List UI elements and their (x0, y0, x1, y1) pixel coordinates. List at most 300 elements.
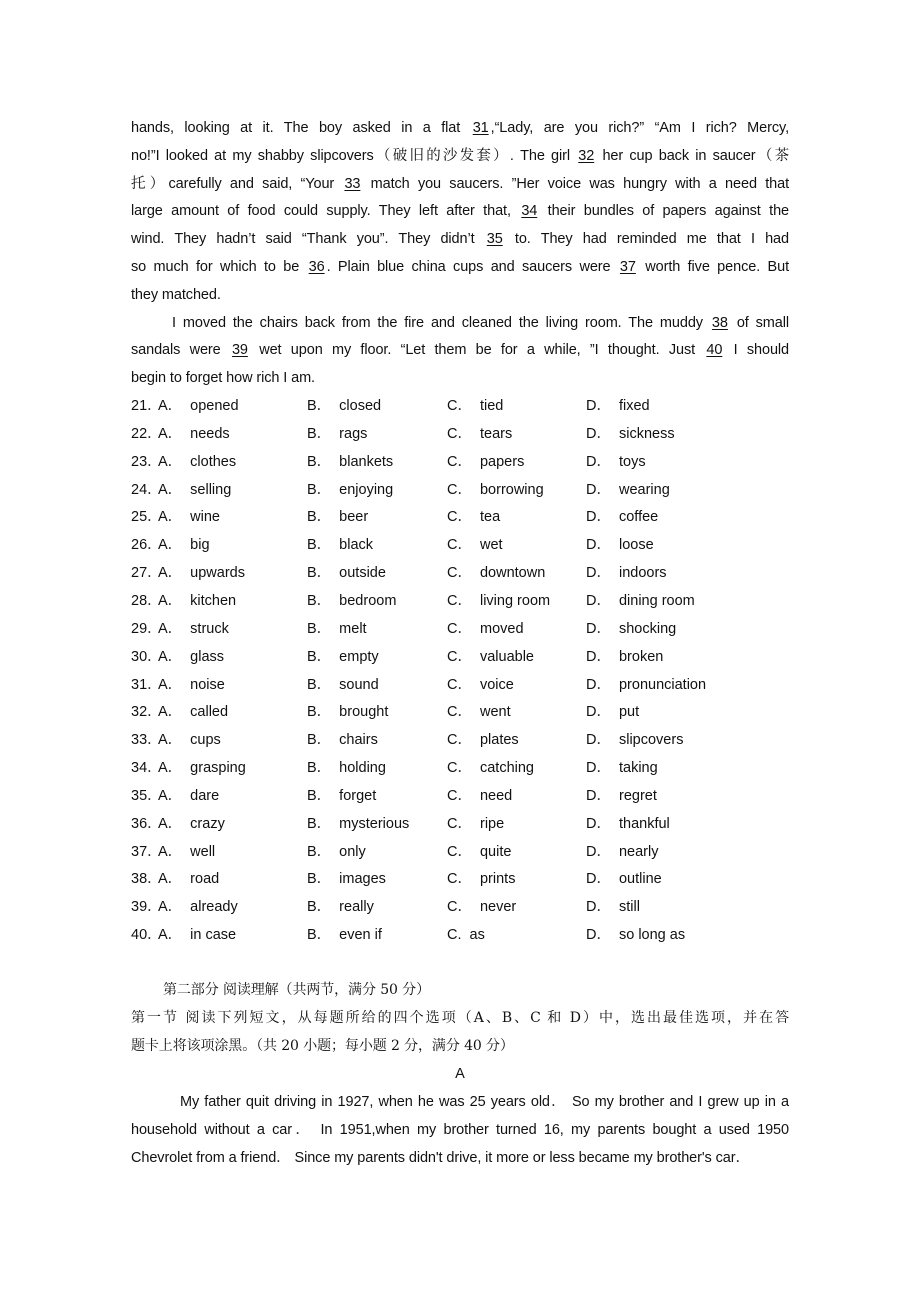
option-c (447, 786, 512, 806)
option-d (586, 702, 639, 722)
option-label: D． (586, 704, 611, 721)
option-label: A． (158, 592, 183, 609)
option-a (158, 591, 236, 611)
option-label: C． (447, 398, 472, 414)
question-number: 21． (131, 398, 162, 414)
question-row (131, 535, 789, 555)
option-label: B． (307, 676, 332, 693)
option-text: tea (479, 509, 501, 526)
option-a (158, 563, 245, 583)
option-label: A． (158, 899, 183, 916)
option-text: as (469, 927, 485, 944)
passage-text: 托）carefully and said, “Your (131, 175, 343, 192)
passage-text: worth five pence. But (637, 259, 789, 275)
option-text: needs (190, 425, 230, 442)
option-d (586, 591, 695, 611)
question-number: 40． (131, 927, 162, 944)
passage-line (131, 257, 789, 277)
question-row (131, 591, 789, 611)
option-b (307, 563, 386, 583)
option-text: loose (618, 537, 654, 554)
option-label: A． (158, 648, 183, 665)
option-text: holding (339, 760, 386, 777)
option-label: D． (586, 787, 611, 804)
question-row (131, 480, 789, 500)
passage-text: match you saucers. ”Her voice was hungry with a need that (362, 175, 789, 192)
option-text: cups (190, 732, 221, 749)
passage-text: ,“Lady, are you rich?” “Am I rich? Mercy, (490, 120, 790, 136)
option-d (586, 925, 685, 945)
question-number: 31． (131, 676, 162, 693)
question-number: 22． (131, 425, 162, 442)
option-a (158, 786, 219, 806)
option-label: A． (158, 453, 183, 470)
option-label: A． (158, 787, 183, 804)
cloze-blank: 34 (521, 203, 538, 220)
option-b (307, 786, 376, 806)
option-text: really (339, 899, 374, 916)
option-label: A． (158, 481, 183, 498)
question-row (131, 647, 789, 667)
option-b (307, 647, 379, 667)
option-text: so long as (618, 927, 686, 944)
passage-line (172, 313, 789, 333)
option-text: bedroom (339, 592, 397, 609)
option-text: already (190, 899, 238, 916)
option-text: slipcovers (618, 732, 684, 749)
option-text: mysterious (339, 815, 410, 832)
option-a (158, 702, 228, 722)
option-text: prints (479, 871, 516, 888)
question-number: 36． (131, 815, 162, 832)
option-c (447, 730, 519, 750)
option-text: glass (190, 648, 225, 665)
cloze-blank: 35 (486, 231, 503, 248)
option-a (158, 925, 236, 945)
question-row (131, 675, 789, 695)
option-c (447, 897, 516, 917)
option-label: D． (586, 871, 611, 888)
option-c (447, 424, 512, 444)
option-label: D． (586, 732, 611, 749)
option-text: grasping (190, 760, 246, 777)
option-label: B． (307, 398, 332, 414)
option-label: B． (307, 425, 332, 442)
question-row (131, 619, 789, 639)
option-b (307, 675, 379, 695)
question-row (131, 869, 789, 889)
option-b (307, 619, 367, 639)
option-text: rags (339, 425, 368, 442)
question-number: 26． (131, 537, 162, 554)
option-b (307, 480, 393, 500)
option-c (447, 507, 500, 527)
option-d (586, 897, 640, 917)
option-c (447, 842, 511, 862)
option-label: C． (447, 481, 472, 498)
option-label: C． (447, 565, 472, 582)
option-d (586, 480, 670, 500)
question-number: 27． (131, 565, 162, 582)
option-label: B． (307, 732, 332, 749)
passage-label: A (455, 1066, 465, 1082)
question-number: 39． (131, 899, 162, 916)
option-text: wine (190, 509, 220, 526)
cloze-blank: 32 (578, 147, 595, 164)
option-d (586, 619, 676, 639)
option-b (307, 452, 393, 472)
passage-line (131, 118, 789, 138)
passage-line (131, 146, 789, 166)
option-label: D． (586, 676, 611, 693)
option-text: tears (479, 425, 513, 442)
option-c (447, 758, 534, 778)
cloze-blank: 31 (472, 120, 489, 136)
question-number: 29． (131, 620, 162, 637)
question-row (131, 507, 789, 527)
cloze-blank: 37 (619, 259, 636, 275)
option-text: fixed (618, 398, 650, 414)
passage-text: wind. They hadn’t said “Thank you”. They didn’t (131, 231, 485, 248)
option-text: catching (479, 760, 534, 777)
option-text: in case (190, 927, 237, 944)
option-text: borrowing (479, 481, 544, 498)
option-text: broken (618, 648, 664, 665)
reading-passage-line-3: Chevrolet from a friend． Since my parents didn't drive, it more or less became my brother's car． (131, 1150, 750, 1166)
option-text: nearly (618, 843, 659, 860)
option-d (586, 424, 675, 444)
option-label: A． (158, 732, 183, 749)
question-number: 30． (131, 648, 162, 665)
passage-text: wet upon my floor. “Let them be for a while, ”I thought. Just (249, 342, 705, 359)
option-c (447, 591, 550, 611)
question-number: 25． (131, 509, 162, 526)
option-label: A． (158, 398, 183, 414)
option-c (447, 869, 515, 889)
passage-line (131, 285, 789, 305)
option-a (158, 814, 225, 834)
option-a (158, 842, 215, 862)
option-label: A． (158, 509, 183, 526)
option-b (307, 535, 373, 555)
option-b (307, 507, 368, 527)
passage-line (131, 340, 789, 360)
option-label: B． (307, 760, 332, 777)
cloze-blank: 39 (231, 342, 248, 359)
passage-line (131, 174, 789, 194)
option-d (586, 452, 646, 472)
option-text: brought (339, 704, 389, 721)
option-text: toys (618, 453, 646, 470)
option-text: taking (618, 760, 658, 777)
passage-text: they matched. (131, 286, 221, 303)
option-text: blankets (339, 453, 394, 470)
question-number: 28． (131, 592, 162, 609)
option-label: D． (586, 592, 611, 609)
option-text: closed (339, 398, 382, 414)
passage-text: her cup back in saucer（茶 (596, 147, 790, 164)
option-text: coffee (618, 509, 659, 526)
option-text: upwards (190, 565, 245, 582)
option-label: D． (586, 509, 611, 526)
option-c (447, 396, 503, 416)
option-label: C． (447, 509, 472, 526)
cloze-blank: 38 (711, 314, 728, 331)
passage-text: no!”I looked at my shabby slipcovers（破旧的沙发套）. The girl (131, 147, 577, 164)
option-text: quite (479, 843, 512, 860)
option-text: sound (339, 676, 379, 693)
option-text: never (479, 899, 517, 916)
option-label: B． (307, 620, 332, 637)
option-text: melt (339, 620, 367, 637)
option-label: B． (307, 648, 332, 665)
option-label: C． (447, 815, 472, 832)
passage-line (131, 368, 789, 388)
option-text: kitchen (190, 592, 237, 609)
question-row (131, 452, 789, 472)
option-d (586, 647, 663, 667)
passage-text: to. They had reminded me that I had (504, 231, 789, 248)
option-label: C． (447, 648, 472, 665)
option-label: D． (586, 425, 611, 442)
option-text: even if (339, 927, 382, 944)
option-text: thankful (618, 815, 670, 832)
question-row (131, 814, 789, 834)
reading-passage-line-1: My father quit driving in 1927, when he was 25 years old． So my brother and I grew up in a (180, 1094, 789, 1110)
option-b (307, 396, 381, 416)
option-a (158, 535, 210, 555)
option-label: C． (447, 453, 472, 470)
section-instruction-line-1: 第一节 阅读下列短文，从每题所给的四个选项（A、B、C 和 D）中，选出最佳选项，并在答 (131, 1010, 789, 1026)
option-text: shocking (618, 620, 677, 637)
option-text: dining room (618, 592, 695, 609)
question-number: 23． (131, 453, 162, 470)
option-text: beer (339, 509, 369, 526)
option-label: C． (447, 537, 472, 554)
option-label: A． (158, 927, 183, 944)
option-b (307, 758, 386, 778)
option-label: B． (307, 481, 332, 498)
option-a (158, 424, 230, 444)
question-row (131, 758, 789, 778)
option-d (586, 814, 670, 834)
passage-text: so much for which to be (131, 259, 307, 275)
option-text: chairs (339, 732, 378, 749)
option-text: dare (190, 787, 220, 804)
option-text: moved (479, 620, 524, 637)
passage-text: sandals were (131, 342, 230, 359)
option-label: C. (447, 927, 462, 944)
question-number: 34． (131, 760, 162, 777)
question-number: 38． (131, 871, 162, 888)
option-text: clothes (190, 453, 237, 470)
question-row (131, 702, 789, 722)
option-a (158, 647, 224, 667)
option-text: outline (618, 871, 662, 888)
option-text: opened (190, 398, 239, 414)
question-row (131, 563, 789, 583)
option-label: B． (307, 509, 332, 526)
option-b (307, 869, 386, 889)
question-row (131, 786, 789, 806)
option-a (158, 730, 221, 750)
option-b (307, 730, 378, 750)
option-text: empty (339, 648, 379, 665)
option-label: B． (307, 453, 332, 470)
option-a (158, 675, 225, 695)
option-label: B． (307, 787, 332, 804)
passage-line (131, 201, 789, 221)
cloze-blank: 33 (344, 175, 361, 192)
option-text: only (339, 843, 366, 860)
option-label: B． (307, 565, 332, 582)
option-text: living room (479, 592, 551, 609)
option-label: A． (158, 815, 183, 832)
question-row (131, 925, 789, 945)
option-a (158, 452, 236, 472)
question-number: 24． (131, 481, 162, 498)
option-d (586, 869, 662, 889)
option-a (158, 396, 239, 416)
option-label: A． (158, 425, 183, 442)
option-label: D． (586, 899, 611, 916)
question-number: 32． (131, 704, 162, 721)
question-number: 35． (131, 787, 162, 804)
option-text: indoors (618, 565, 667, 582)
passage-text: hands, looking at it. The boy asked in a flat (131, 120, 471, 136)
question-row (131, 842, 789, 862)
option-text: put (618, 704, 640, 721)
option-d (586, 535, 654, 555)
option-c (447, 619, 524, 639)
option-d (586, 842, 658, 862)
option-label: A． (158, 871, 183, 888)
option-label: B． (307, 815, 332, 832)
option-label: A． (158, 676, 183, 693)
option-c (447, 925, 485, 945)
option-c (447, 702, 511, 722)
option-text: sickness (618, 425, 675, 442)
option-a (158, 507, 220, 527)
option-d (586, 507, 658, 527)
passage-text: I moved the chairs back from the fire and cleaned the living room. The muddy (172, 314, 710, 331)
option-a (158, 897, 238, 917)
section-instruction-line-2: 题卡上将该项涂黑。（共 20 小题；每小题 2 分，满分 40 分） (131, 1038, 514, 1054)
option-text: crazy (190, 815, 225, 832)
option-text: downtown (479, 565, 546, 582)
option-label: B． (307, 871, 332, 888)
option-text: need (479, 787, 513, 804)
question-number: 33． (131, 732, 162, 749)
option-d (586, 786, 657, 806)
option-label: C． (447, 676, 472, 693)
option-label: D． (586, 537, 611, 554)
option-label: D． (586, 760, 611, 777)
option-a (158, 869, 219, 889)
option-label: C． (447, 899, 472, 916)
option-label: D． (586, 565, 611, 582)
option-label: C． (447, 592, 472, 609)
question-row (131, 424, 789, 444)
option-label: A． (158, 843, 183, 860)
option-d (586, 396, 650, 416)
question-number: 37． (131, 843, 162, 860)
cloze-blank: 36 (308, 259, 325, 275)
option-text: called (190, 704, 229, 721)
option-c (447, 814, 504, 834)
option-label: B． (307, 899, 332, 916)
option-text: went (479, 704, 511, 721)
option-c (447, 675, 514, 695)
option-label: C． (447, 704, 472, 721)
option-c (447, 647, 534, 667)
passage-text: of small (729, 314, 789, 331)
option-label: C． (447, 871, 472, 888)
option-label: D． (586, 815, 611, 832)
option-text: images (339, 871, 386, 888)
option-text: struck (190, 620, 229, 637)
passage-text: begin to forget how rich I am. (131, 370, 315, 387)
option-label: B． (307, 537, 332, 554)
option-c (447, 535, 503, 555)
reading-passage-line-2: household without a car． In 1951,when my brother turned 16, my parents bought a used 1950 (131, 1122, 789, 1138)
option-label: C． (447, 620, 472, 637)
option-text: big (190, 537, 210, 554)
question-row (131, 730, 789, 750)
question-row (131, 897, 789, 917)
option-b (307, 842, 366, 862)
option-b (307, 925, 382, 945)
option-label: D． (586, 620, 611, 637)
option-b (307, 814, 409, 834)
option-c (447, 452, 524, 472)
cloze-blank: 40 (706, 342, 723, 359)
option-text: wearing (618, 481, 670, 498)
option-label: C． (447, 787, 472, 804)
option-label: C． (447, 760, 472, 777)
option-label: A． (158, 704, 183, 721)
passage-text: I should (724, 342, 789, 359)
option-label: D． (586, 927, 611, 944)
option-text: noise (190, 676, 225, 693)
option-text: forget (339, 787, 377, 804)
option-label: D． (586, 398, 611, 414)
option-text: black (339, 537, 374, 554)
option-label: B． (307, 592, 332, 609)
option-d (586, 675, 706, 695)
section-heading: 第二部分 阅读理解（共两节，满分 50 分） (163, 982, 430, 998)
option-text: pronunciation (618, 676, 707, 693)
option-label: B． (307, 704, 332, 721)
question-row (131, 396, 789, 416)
option-label: C． (447, 732, 472, 749)
option-label: B． (307, 843, 332, 860)
option-a (158, 619, 229, 639)
option-text: valuable (479, 648, 534, 665)
option-label: A． (158, 620, 183, 637)
option-d (586, 730, 683, 750)
option-d (586, 758, 658, 778)
passage-text: . Plain blue china cups and saucers were (326, 259, 618, 275)
option-text: plates (479, 732, 519, 749)
option-text: regret (618, 787, 657, 804)
option-text: well (190, 843, 216, 860)
option-b (307, 424, 367, 444)
option-d (586, 563, 667, 583)
option-label: B． (307, 927, 332, 944)
option-label: D． (586, 648, 611, 665)
passage-text: large amount of food could supply. They left after that, (131, 203, 520, 220)
